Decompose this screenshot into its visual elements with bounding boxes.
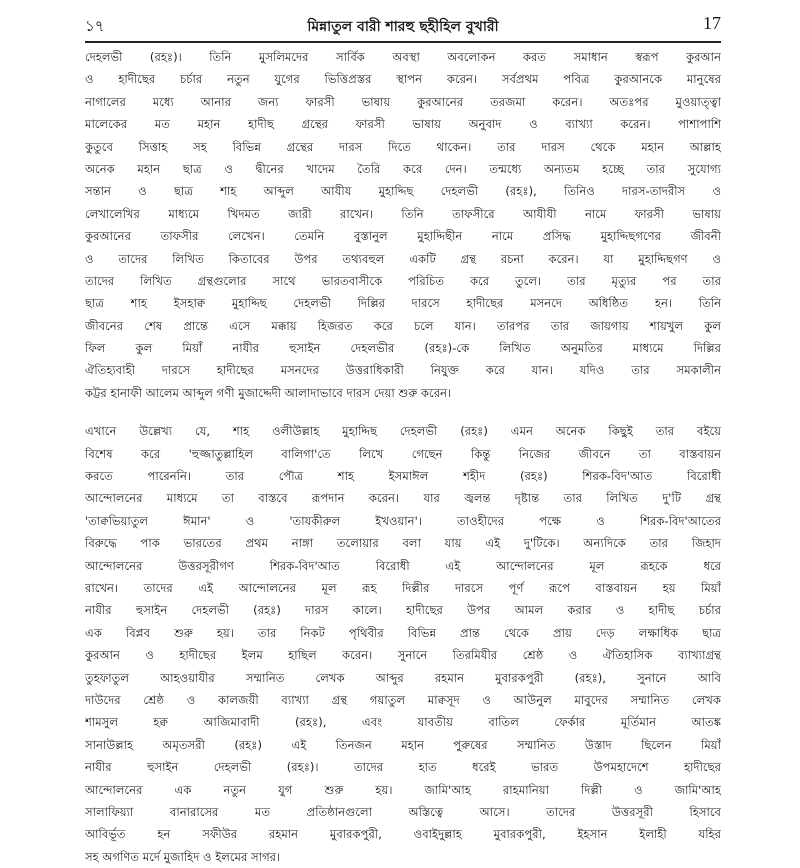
text-line: কুরআনের তাফসীর লেখেন। তেমনি বুস্তানুল মুহাদ্দিছীন নামে প্রসিদ্ধ মুহাদ্দিছগণের জীবনী	[85, 229, 721, 244]
text-line: এক বিপ্লব শুরু হয়। তার নিকট পৃথিবীর বিভিন্ন প্রান্ত থেকে প্রায় দেড় লক্ষাধিক ছাত্র	[85, 625, 721, 640]
text-line: আন্দোলনের উত্তরসূরীগণ শিরক-বিদ'আত বিরোধী এই আন্দোলনের মূল রূহকে ধরে	[85, 558, 721, 573]
paragraph-2	[85, 420, 721, 868]
text-line: তুহফাতুল আহওয়াযীর সম্মানিত লেখক আব্দুর রহমান মুবারকপুরী (রহঃ), সুনানে আবি	[85, 670, 721, 685]
text-line: বিরুদ্ধে পাক ভারতের প্রথম নাঙ্গা তলোয়ার বলা যায় এই দু'টিকে। অন্যদিকে তার জিহাদ	[85, 536, 721, 551]
text-line: মালেকের মত মহান হাদীছ গ্রন্থের ফারসী ভাষায় অনুবাদ ও ব্যাখ্যা করেন। পাশাপাশি	[85, 117, 721, 132]
page-number-bengali: ১৭	[85, 17, 105, 35]
text-line: সানাউল্লাহ অমৃতসরী (রহঃ) এই তিনজন মহান পুরুষের সম্মানিত উস্তাদ ছিলেন মিয়াঁ	[85, 737, 721, 752]
text-line: নাযীর হুসাইন দেহলভী (রহঃ) দারস কালে। হাদীছের উপর আমল করার ও হাদীছ চর্চার	[85, 603, 721, 618]
text-line: রাখেন। তাদের এই আন্দোলনের মূল রূহ দিল্লীর দারসে পূর্ণ রূপে বাস্তবায়ন হয় মিয়াঁ	[85, 580, 721, 595]
text-line: এখানে উল্লেখ্য যে, শাহ ওলীউল্লাহ মুহাদ্দিছ দেহলভী (রহঃ) এমন অনেক কিছুই তার বইয়ে	[85, 424, 721, 439]
text-line: সন্তান ও ছাত্র শাহ আব্দুল আযীয মুহাদ্দিছ দেহলভী (রহঃ), তিনিও দারস-তাদরীস ও	[85, 184, 721, 199]
page-header	[85, 13, 721, 43]
text-line: অনেক মহান ছাত্র ও দ্বীনের খাদেম তৈরি করে দেন। তন্মধ্যে অন্যতম হচ্ছে তার সুযোগ্য	[85, 161, 721, 176]
text-line: আন্দোলনের এক নতুন যুগ শুরু হয়। জামি'আহ রাহমানিয়া দিল্লী ও জামি'আহ	[85, 782, 721, 797]
text-line: আবির্ভূত হন সফীউর রহমান মুবারকপুরী, ওবাইদুল্লাহ মুবারকপুরী, ইহসান ইলাহী যহির	[85, 827, 721, 842]
text-line: আন্দোলনের মাধ্যমে তা বাস্তবে রূপদান করেন। যার জ্বলন্ত দৃষ্টান্ত তার লিখিত দু'টি গ্রন্থ	[85, 491, 721, 506]
text-line: সালাফিয়্যা বানারাসের মত প্রতিষ্ঠানগুলো অস্তিত্বে আসে। তাদের উত্তরসূরী হিসাবে	[85, 804, 721, 819]
text-line: কুতুবে সিত্তাহ সহ বিভিন্ন গ্রন্থের দারস দিতে থাকেন। তার দারস থেকে মহান আল্লাহ	[85, 139, 721, 154]
page-number-latin: 17	[703, 13, 721, 33]
text-line: সহ অগণিত মর্দে মুজাহিদ ও ইলমের সাগর।	[85, 849, 281, 864]
paragraph-1	[85, 46, 721, 404]
text-line: ও হাদীছের চর্চার নতুন যুগের ভিত্তিপ্রস্তর স্থাপন করেন। সর্বপ্রথম পবিত্র কুরআনকে মানুষের	[85, 72, 721, 87]
text-line: বিশেষ করে 'হুজ্জাতুল্লাহিল বালিগা'তে লিখে গেছেন কিন্তু নিজের জীবনে তা বাস্তবায়ন	[85, 446, 721, 461]
text-line: ছাত্র শাহ ইসহাক্ব মুহাদ্দিছ দেহলভী দিল্লির দারসে হাদীছের মসনদে অধিষ্ঠিত হন। তিনি	[85, 296, 721, 311]
body-text	[85, 46, 721, 868]
text-line: তাদের লিখিত গ্রন্থগুলোর সাথে ভারতবাসীকে পরিচিত করে তুলে। তার মৃত্যুর পর তার	[85, 273, 721, 288]
text-line: নাগালের মধ্যে আনার জন্য ফারসী ভাষায় কুরআনের তরজমা করেন। অতঃপর মুওয়াত্ত্বা	[85, 94, 721, 109]
running-title: মিন্নাতুল বারী শারহু ছহীহিল বুখারী	[307, 19, 499, 35]
text-line: দাউদের শ্রেষ্ঠ ও কালজয়ী ব্যাখ্যা গ্রন্থ গয়াতুল মাক্বসূদ ও আউনুল মাবুদের সম্মানিত লেখক	[85, 692, 721, 707]
text-line: ফিল কুল মিয়াঁ নাযীর হুসাইন দেহলভীর (রহঃ)-কে লিখিত অনুমতির মাধ্যমে দিল্লির	[85, 341, 721, 356]
text-line: কুরআন ও হাদীছের ইলম হাছিল করেন। সুনানে তিরমিযীর শ্রেষ্ঠ ও ঐতিহাসিক ব্যাখ্যাগ্রন্থ	[85, 648, 721, 663]
text-line: জীবনের শেষ প্রান্তে এসে মক্কায় হিজরত করে চলে যান। তারপর তার জায়গায় শায়খুল কুল	[85, 318, 721, 333]
text-line: ঐতিহ্যবাহী দারসে হাদীছের মসনদের উত্তরাধিকারী নিযুক্ত করে যান। যদিও তার সমকালীন	[85, 363, 721, 378]
text-line: 'তাক্বভিয়াতুল ঈমান' ও 'তাযকীরুল ইখওয়ান'। তাওহীদের পক্ষে ও শিরক-বিদ'আতের	[85, 513, 721, 528]
text-line: শামসুল হক্ব আজিমাবাদী (রহঃ), এবং যাবতীয় বাতিল ফের্কার মূর্তিমান আতঙ্ক	[85, 715, 721, 730]
text-line: কট্টর হানাফী আলেম আব্দুল গণী মুজাদ্দেদী আলাদাভাবে দারস দেয়া শুরু করেন।	[85, 385, 452, 400]
text-line: করতে পারেননি। তার পৌত্র শাহ ইসমাঈল শহীদ (রহঃ) শিরক-বিদ'আত বিরোধী	[85, 469, 721, 484]
text-line: নাযীর হুসাইন দেহলভী (রহঃ)। তাদের হাত ধরেই ভারত উপমহাদেশে হাদীছের	[85, 760, 721, 775]
text-line: দেহলভী (রহঃ)। তিনি মুসলিমদের সার্বিক অবস্থা অবলোকন করত সমাধান স্বরূপ কুরআন	[85, 50, 721, 64]
text-line: ও তাদের লিখিত কিতাবের উপর তথ্যবহুল একটি গ্রন্থ রচনা করেন। যা মুহাদ্দিছগণ ও	[85, 251, 721, 266]
text-line: লেখালেখির মাধ্যমে খিদমত জারী রাখেন। তিনি তাফসীরে আযীযী নামে ফারসী ভাষায়	[85, 206, 721, 221]
paragraph-gap	[85, 404, 721, 420]
